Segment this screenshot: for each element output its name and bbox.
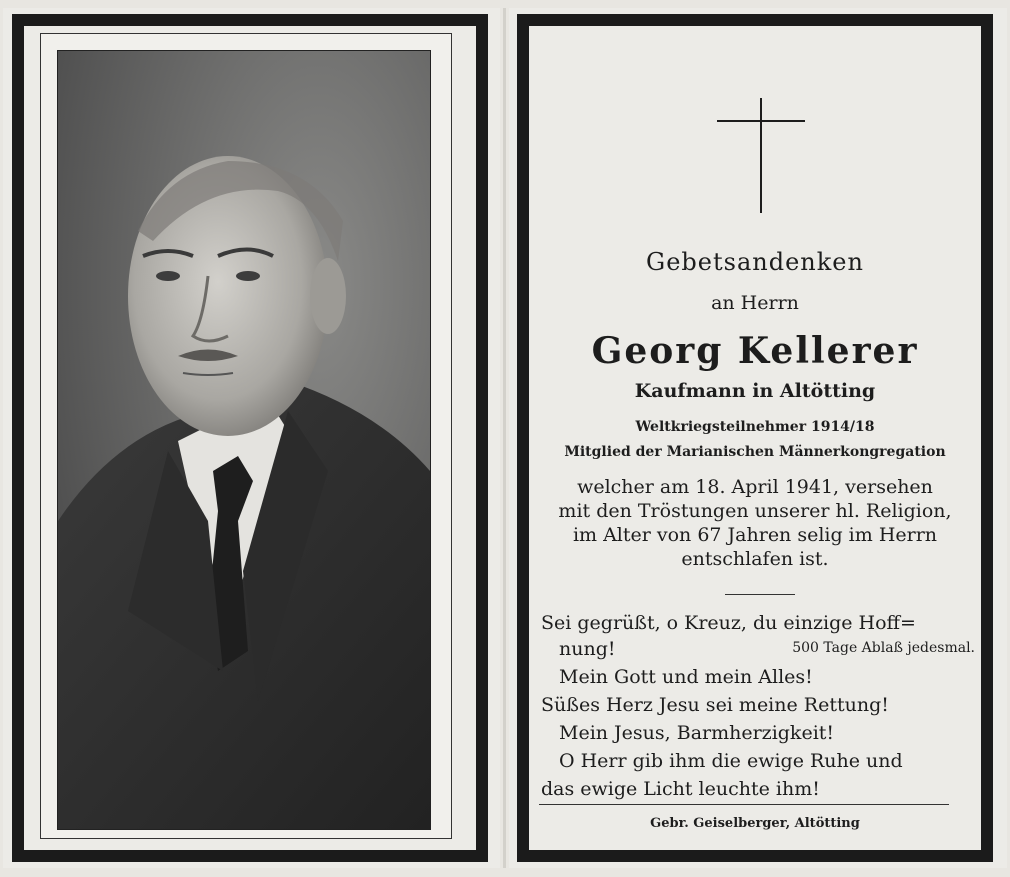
body-line: welcher am 18. April 1941, versehen: [577, 476, 933, 498]
body-line: entschlafen ist.: [681, 548, 829, 570]
card-fold: [503, 8, 506, 868]
membership-note: Mitglied der Marianischen Männerkongregation: [564, 444, 946, 460]
indulgence-note: 500 Tage Ablaß jedesmal.: [792, 640, 975, 656]
latin-cross-icon: [717, 98, 807, 213]
body-line: im Alter von 67 Jahren selig im Herrn: [572, 524, 938, 546]
prayer-line: Mein Jesus, Barmherzigkeit!: [559, 722, 835, 744]
memorial-text-panel: [509, 8, 1007, 868]
divider: [539, 804, 949, 805]
prayer-line: nung!: [559, 638, 616, 660]
card-title: Gebetsandenken: [646, 248, 864, 276]
portrait-panel: [3, 8, 500, 868]
card-text: [529, 26, 981, 850]
prayer-line: Süßes Herz Jesu sei meine Rettung!: [541, 694, 889, 716]
body-line: mit den Tröstungen unserer hl. Religion,: [558, 500, 952, 522]
prayer-line: Mein Gott und mein Alles!: [559, 666, 813, 688]
prayer-line: das ewige Licht leuchte ihm!: [541, 778, 820, 800]
prayer-line: O Herr gib ihm die ewige Ruhe und: [559, 750, 903, 772]
divider: [725, 594, 795, 595]
printer-credit: Gebr. Geiselberger, Altötting: [650, 816, 860, 831]
prayer-line: Sei gegrüßt, o Kreuz, du einzige Hoff=: [541, 612, 916, 634]
profession: Kaufmann in Altötting: [634, 380, 876, 402]
photo-mat: [40, 33, 452, 839]
salutation: an Herrn: [711, 292, 799, 314]
portrait-photo: [57, 50, 431, 830]
deceased-name: Georg Kellerer: [591, 330, 919, 372]
veteran-note: Weltkriegsteilnehmer 1914/18: [635, 419, 875, 435]
